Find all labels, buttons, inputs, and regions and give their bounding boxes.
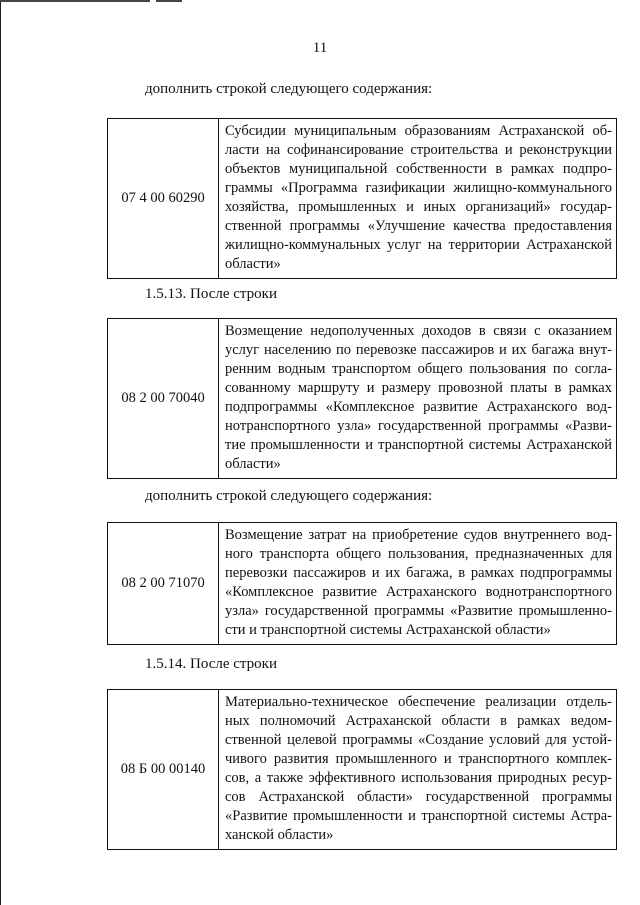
table-row (107, 118, 617, 279)
scan-top-mark (156, 0, 182, 2)
paragraph-section-heading: 1.5.13. После строки (145, 286, 277, 302)
row-description: Возмещение недополученных доходов в связи с оказанием услуг населению по перевозке пассажиров и их багажа внутренним водным транспортом общего пользования по согласованному маршруту и размеру провозной платы в рамках подпрограммы «Комплексное развитие Астраханского воднотранспортного узла» государственной программы «Развитие промышленности и транспортной системы Астраханской области» (219, 319, 617, 479)
scan-top-mark (0, 0, 150, 2)
table-row (107, 522, 617, 645)
budget-code: 07 4 00 60290 (108, 119, 219, 279)
table-row (107, 318, 617, 479)
budget-code: 08 Б 00 00140 (108, 690, 219, 850)
row-description: Возмещение затрат на приобретение судов внутреннего водного транспорта общего пользования, предназначенных для перевозки пассажиров и их багажа, в рамках подпрограммы «Комплексное развитие Астраханского воднотранспортного узла» государственной программы «Развитие промышленности и транспортной системы Астраханской области» (219, 523, 617, 645)
page-number: 11 (312, 40, 328, 56)
paragraph-instruction: дополнить строкой следующего содержания: (145, 81, 433, 97)
budget-code: 08 2 00 70040 (108, 319, 219, 479)
row-description: Субсидии муниципальным образованиям Астраханской области на софинансирование строительства и реконструкции объектов муниципальной собственности в рамках подпрограммы «Программа газификации жилищно-коммунального хозяйства, промышленных и иных организаций» государственной программы «Улучшение качества предоставления жилищно-коммунальных услуг на территории Астраханской области» (219, 119, 617, 279)
scan-edge-line (0, 0, 1, 905)
budget-code: 08 2 00 71070 (108, 523, 219, 645)
paragraph-instruction: дополнить строкой следующего содержания: (145, 488, 433, 504)
table-row (107, 689, 617, 850)
paragraph-section-heading: 1.5.14. После строки (145, 656, 277, 672)
row-description: Материально-техническое обеспечение реализации отдельных полномочий Астраханской области в рамках ведомственной целевой программы «Создание условий для устойчивого развития промышленного и транспортного комплексов, а также эффективного использования природных ресурсов Астраханской области» государственной программы «Развитие промышленности и транспортной системы Астраханской области» (219, 690, 617, 850)
